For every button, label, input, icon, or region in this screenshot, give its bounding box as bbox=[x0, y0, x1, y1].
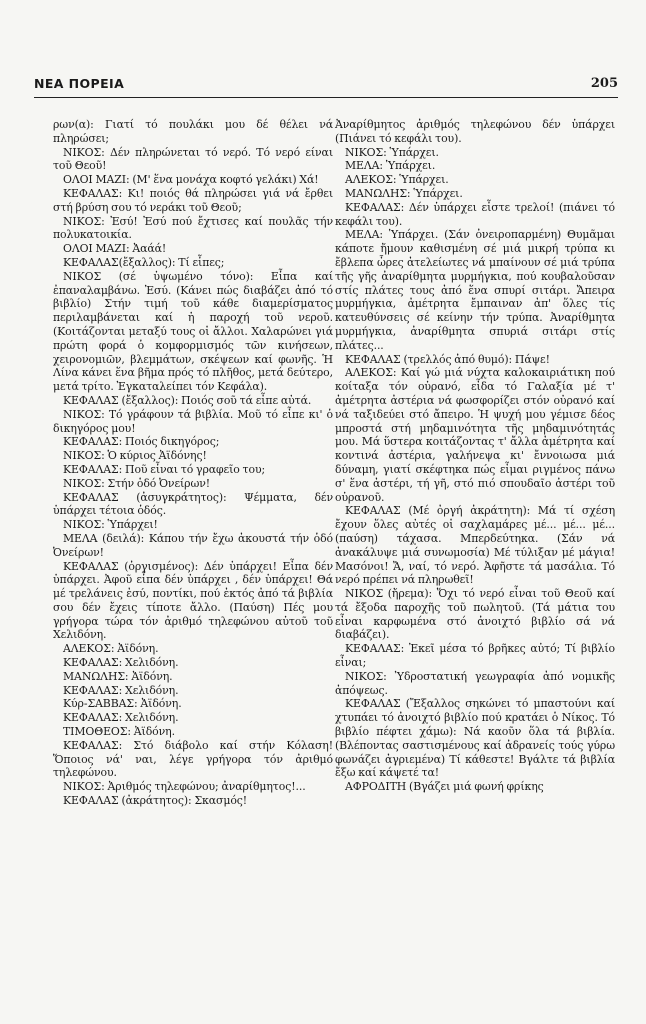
paragraph: ΚΕΦΑΛΑΣ (ὀργισμένος): Δέν ὑπάρχει! Εἶπα δέν ὑπάρχει. Ἀφοῦ εἶπα δέν ὑπάρχει , δέν ὑπάρχει! Θά μέ τρελάνεις ἐσύ, ποντίκι, πού ἐκτός ἀπό τά βιβλία σου δέν ἔχεις τίποτε ἄλλο. (Παύση) Πές μου γρήγορα τώρα τόν ἀριθμό τηλεφώνου αὐτοῦ τοῦ Χελιδόνη. bbox=[53, 559, 333, 642]
paragraph: ΝΙΚΟΣ: Στήν ὁδό Ὀνείρων! bbox=[63, 476, 211, 490]
paragraph: ΜΕΛΑ (δειλά): Κάπου τήν ἔχω ἀκουστά τήν ὁδό Ὀνείρων! bbox=[53, 531, 333, 559]
paragraph: ΑΛΕΚΟΣ: Ὑπάρχει. bbox=[345, 173, 449, 187]
paragraph: ΜΑΝΩΛΗΣ: Ἀϊδόνη. bbox=[63, 669, 173, 683]
paragraph: ΤΙΜΟΘΕΟΣ: Ἀϊδόνη. bbox=[63, 725, 175, 739]
paragraph: ΚΕΦΑΛΑΣ: Ποῦ εἶναι τό γραφεῖο του; bbox=[63, 462, 266, 476]
paragraph: ΝΙΚΟΣ: Ὑπάρχει. bbox=[345, 145, 439, 159]
paragraph: ΚΕΦΑΛΑΣ: Χελιδόνη. bbox=[63, 683, 179, 697]
paragraph: ΚΕΦΑΛΑΣ: Ἐκεῖ μέσα τό βρῆκες αὐτό; Τί βιβλίο εἶναι; bbox=[335, 642, 615, 670]
paragraph: ΟΛΟΙ ΜΑΖΙ: Ἀαάά! bbox=[63, 242, 167, 256]
paragraph: ΚΕΦΑΛΑΣ: Κι! ποιός θά πληρώσει γιά νά ἔρθει στή βρύση σου τό νεράκι τοῦ Θεοῦ; bbox=[53, 186, 333, 214]
paragraph: ΝΙΚΟΣ: Ἀριθμός τηλεφώνου; ἀναρίθμητος!... bbox=[63, 780, 306, 794]
paragraph: ΚΕΦΑΛΑΣ(ἔξαλλος): Τί εἶπες; bbox=[63, 255, 225, 269]
paragraph: ΚΕΦΑΛΑΣ (Μέ ὀργή ἀκράτητη): Μά τί σχέση ἔχουν ὅλες αὐτές οἱ σαχλαμάρες μέ... μέ... μέ... (παύση) τάχασα. Μπερδεύτηκα. (Σάν νά ἀνακάλυψε μιά συνωμοσία) Μέ τύλιξαν μέ μάγια! Μασόνοι! Ἄ, ναί, τό νερό. Ἀφῆστε τά μασάλια. Τό νερό πρέπει νά πληρωθεῖ! bbox=[335, 504, 615, 587]
paragraph: ΚΕΦΑΛΑΣ: Χελιδόνη. bbox=[63, 656, 179, 670]
paragraph: ΚΕΦΑΛΑΣ: Στό διάβολο καί στήν Κόλαση! Ὅποιος νά' ναι, λέγε γρήγορα τόν ἀριθμό τηλεφώνου. bbox=[53, 738, 333, 780]
paragraph: ΝΙΚΟΣ: Ἐσύ! Ἐσύ πού ἔχτισες καί πουλᾶς τήν πολυκατοικία. bbox=[53, 214, 333, 242]
paragraph: ΜΑΝΩΛΗΣ: Ὑπάρχει. bbox=[345, 186, 463, 200]
paragraph: ΚΕΦΑΛΑΣ (ἀκράτητος): Σκασμός! bbox=[63, 794, 248, 808]
paragraph: ΚΕΦΑΛΑΣ: Χελιδόνη. bbox=[63, 711, 179, 725]
paragraph: ΝΙΚΟΣ (σέ ὑψωμένο τόνο): Εἶπα καί ἐπαναλαμβάνω. Ἐσύ. (Κάνει πώς διαβάζει ἀπό τό βιβλίο) Στήν τιμή τοῦ κάθε διαμερίσματος περιλαμβάνεται καί ἡ παροχή τοῦ νεροῦ. (Κοιτάζονται μεταξύ τους οἱ ἄλλοι. Χαλαρώνει γιά πρώτη φορά ὁ κομφορμισμός τῶν κινήσεων, χειρονομιῶν, βλεμμάτων, σκέψεων καί φωνῆς. Ἡ Λίνα κάνει ἕνα βῆμα πρός τό πλῆθος, μετά δεύτερο, μετά τρίτο. Ἐγκαταλείπει τόν Κεφάλα). bbox=[53, 269, 333, 394]
paragraph: ΜΕΛΑ: Ὑπάρχει. (Σάν ὀνειροπαρμένη) Θυμᾶμαι κάποτε ἤμουν καθισμένη σέ μιά μικρή τρύπα κι ἔβλεπα ὧρες ἀτελείωτες νά μπαίνουν σέ μιά τρύπα τῆς γῆς ἀναρίθμητα μυρμήγκια, πού κουβαλοῦσαν στίς πλάτες τους ἀπό ἕνα σπυρί σιτάρι. Ἄπειρα μυρμήγκια, ἀμέτρητα ἔμπαιναν ἀπ' ὅλες τίς κατευθύνσεις σέ κείνην τήν τρύπα. Ἀναρίθμητα μυρμήγκια, ἀναρίθμητα σπυριά σιτάρι στίς πλάτες... bbox=[335, 228, 615, 352]
paragraph: ΝΙΚΟΣ: Ὑπάρχει! bbox=[63, 518, 158, 532]
running-title: ΝΕΑ ΠΟΡΕΙΑ bbox=[34, 76, 125, 91]
paragraph: ΑΦΡΟΔΙΤΗ (Βγάζει μιά φωνή φρίκης bbox=[345, 780, 544, 794]
left-column bbox=[53, 118, 333, 808]
paragraph: ΑΛΕΚΟΣ: Ἀϊδόνη. bbox=[63, 642, 159, 656]
paragraph: ΝΙΚΟΣ: Τό γράφουν τά βιβλία. Μοῦ τό εἶπε κι' ὁ δικηγόρος μου! bbox=[53, 407, 333, 435]
paragraph: ΚΕΦΑΛΑΣ: Ποιός δικηγόρος; bbox=[63, 435, 220, 449]
header-rule bbox=[34, 97, 618, 98]
paragraph: ΚΕΦΑΛΑΣ (ἔξαλλος): Ποιός σοῦ τά εἶπε αὐτά. bbox=[63, 393, 312, 407]
paragraph: ΚΕΦΑΛΑΣ (Ἔξαλλος σηκώνει τό μπαστούνι καί χτυπάει τό ἀνοιχτό βιβλίο πού κρατάει ὁ Νίκος. Τό βιβλίο πέφτει χάμω): Νά καοῦν ὅλα τά βιβλία. (Βλέποντας σαστισμένους καί ἀδρανείς τούς γύρω φωνάζει ἀγριεμένα) Τί κάθεστε! Βγάλτε τά βιβλία ἔξω καί κάψετέ τα! bbox=[335, 697, 615, 780]
paragraph: ΚΕΦΑΛΑΣ (ἀσυγκράτητος): Ψέμματα, δέν ὑπάρχει τέτοια ὁδός. bbox=[53, 490, 333, 518]
paragraph: ΚΕΦΑΛΑΣ: Δέν ὑπάρχει εἶστε τρελοί! (πιάνει τό κεφάλι του). bbox=[335, 200, 615, 228]
paragraph: ΟΛΟΙ ΜΑΖΙ: (Μ' ἕνα μονάχα κοφτό γελάκι) Χά! bbox=[63, 173, 319, 187]
page-number: 205 bbox=[590, 76, 618, 91]
page-header bbox=[34, 76, 618, 98]
paragraph: ΝΙΚΟΣ: Ὑδροστατική γεωγραφία ἀπό νομικῆς ἀπόψεως. bbox=[335, 669, 615, 697]
paragraph: ΑΛΕΚΟΣ: Καί γώ μιά νύχτα καλοκαιριάτικη πού κοίταξα τόν οὐρανό, εἶδα τό Γαλαξία μέ τ' ἀμέτρητα ἀστέρια νά φωσφορίζει στόν οὐρανό καί νά ταξιδεύει στό ἄπειρο. Ἡ ψυχή μου γέμισε δέος μπροστά στή μηδαμινότητα τῆς μηδαμινότητάς μου. Μά ὕστερα κοιτάζοντας τ' ἄλλα ἀμέτρητα καί κοντινά ἀστέρια, γαλήνεψα κι' ἔννοιωσα μιά δύναμη, γιατί σκέφτηκα πώς εἶμαι ριγμένος πάνω σ' ἕνα ἀστέρι, τή γῆ, στό πιό σπουδαῖο ἀστέρι τοῦ οὐρανοῦ. bbox=[335, 366, 615, 504]
paragraph: ΝΙΚΟΣ (ἤρεμα): Ὅχι τό νερό εἶναι τοῦ Θεοῦ καί τά ἔξοδα παροχῆς τοῦ πωλητοῦ. (Τά μάτια του εἶναι καρφωμένα στό ἀνοιχτό βιβλίο σά νά διαβάζει). bbox=[335, 587, 615, 642]
paragraph: ΝΙΚΟΣ: Δέν πληρώνεται τό νερό. Τό νερό είναι τοῦ Θεοῦ! bbox=[53, 145, 333, 173]
paragraph: Ἀναρίθμητος ἀριθμός τηλεφώνου δέν ὑπάρχει (Πιάνει τό κεφάλι του). bbox=[335, 118, 615, 145]
right-column bbox=[335, 118, 615, 794]
paragraph: ΚΕΦΑΛΑΣ (τρελλός ἀπό θυμό): Πάψε! bbox=[345, 352, 550, 366]
paragraph: Κύρ-ΣΑΒΒΑΣ: Ἀϊδόνη. bbox=[63, 697, 182, 711]
paragraph: ρων(α): Γιατί τό πουλάκι μου δέ θέλει νά πληρώσει; bbox=[53, 118, 333, 145]
paragraph: ΜΕΛΑ: Ὑπάρχει. bbox=[345, 159, 436, 173]
paragraph: ΝΙΚΟΣ: Ὁ κύριος Ἀϊδόνης! bbox=[63, 449, 207, 463]
